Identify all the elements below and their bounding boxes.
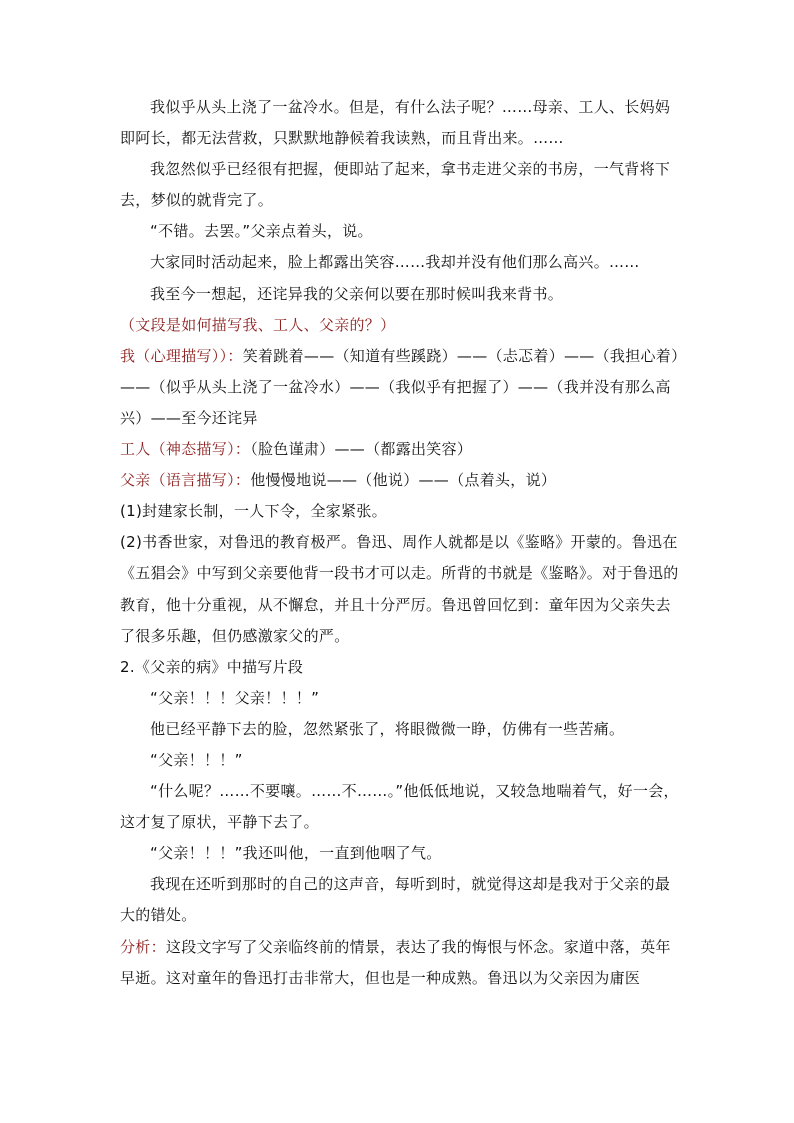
analysis-father-label: 父亲（语言描写）：: [120, 471, 251, 490]
passage2-line-1: “父亲！！！父亲！！！”: [150, 688, 320, 707]
passage2-line-4: “什么呢？……不要嚷。……不……。”他低低地说，又较急地喘着气，好一会，这才复了原状，平静下去了。: [120, 782, 679, 832]
analysis-worker-label: 工人（神态描写）：: [120, 440, 251, 459]
passage1-paragraph-2: 我忽然似乎已经很有把握，便即站了起来，拿书走进父亲的书房，一气背将下去，梦似的就背完了。: [120, 160, 671, 210]
analysis-father: [120, 465, 680, 496]
analysis-me: [120, 341, 680, 434]
point-1: (1)封建家长制，一人下令，全家紧张。: [120, 502, 387, 521]
analysis-father-text: 他慢慢地说——（他说）——（点着头，说）: [250, 471, 557, 490]
question-prompt: （文段是如何描写我、工人、父亲的？）: [120, 315, 396, 334]
analysis-me-text: 笑着跳着——（知道有些蹊跷）——（忐忑着）——（我担心着）——（似乎从头上浇了一盆冷水）——（我似乎有把握了）——（我并没有那么高兴）——至今还诧异: [120, 346, 679, 427]
passage1-paragraph-3: “不错。去罢。”父亲点着头，说。: [150, 222, 373, 241]
passage1-paragraph-1: 我似乎从头上浇了一盆冷水。但是，有什么法子呢？……母亲、工人、长妈妈即阿长，都无法营救，只默默地静候着我读熟，而且背出来。……: [120, 98, 671, 148]
analysis-2: [120, 932, 680, 994]
passage1-paragraph-5: 我至今一想起，还诧异我的父亲何以要在那时候叫我来背书。: [150, 284, 564, 303]
analysis-2-text: 这段文字写了父亲临终前的情景，表达了我的悔恨与怀念。家道中落，英年早逝。这对童年的鲁迅打击非常大，但也是一种成熟。鲁迅以为父亲因为庸医: [120, 937, 671, 987]
passage2-line-3: “父亲！！！”: [150, 750, 243, 769]
analysis-worker: [120, 434, 680, 465]
passage1-paragraph-4: 大家同时活动起来，脸上都露出笑容……我却并没有他们那么高兴。……: [150, 253, 640, 272]
passage2-line-6: 我现在还听到那时的自己的这声音，每听到时，就觉得这却是我对于父亲的最大的错处。: [120, 875, 671, 925]
analysis-me-label: 我（心理描写））：: [120, 346, 243, 365]
document-page: [120, 92, 680, 994]
analysis-worker-text: （脸色谨肃）——（都露出笑容）: [250, 440, 473, 459]
passage2-line-5: “父亲！！！”我还叫他，一直到他咽了气。: [150, 844, 442, 863]
analysis-2-label: 分析：: [120, 937, 166, 956]
passage2-line-2: 他已经平静下去的脸，忽然紧张了，将眼微微一睁，仿佛有一些苦痛。: [150, 719, 625, 738]
point-2: (2)书香世家，对鲁迅的教育极严。鲁迅、周作人就都是以《鉴略》开蒙的。鲁迅在《五猖会》中写到父亲要他背一段书才可以走。所背的书就是《鉴略》。对于鲁迅的教育，他十分重视，从不懈怠，并且十分严厉。鲁迅曾回忆到：童年因为父亲失去了很多乐趣，但仍感激家父的严。: [120, 533, 679, 645]
section-2-title: 2.《父亲的病》中描写片段: [120, 657, 304, 676]
